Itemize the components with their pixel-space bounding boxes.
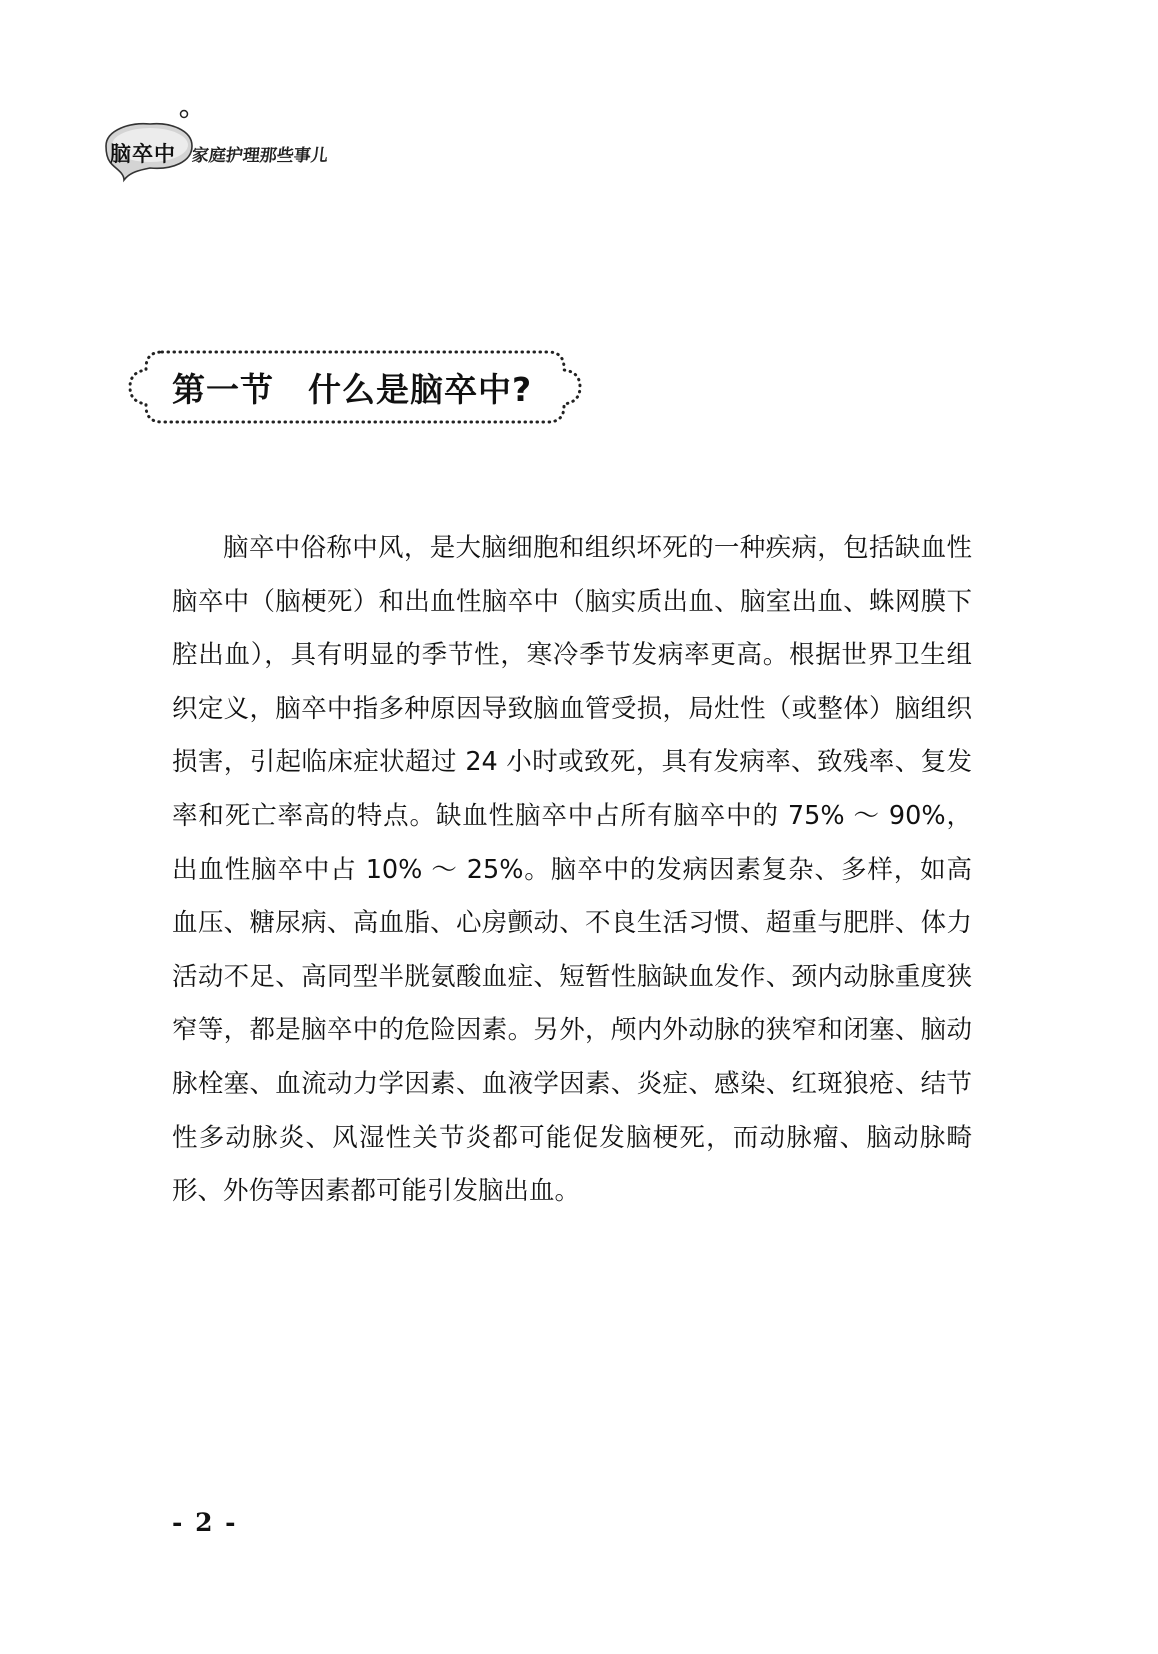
section-label: 第一节 [172,370,274,409]
section-heading-box [122,342,588,432]
logo-subtitle: 家庭护理那些事儿 [190,146,329,166]
body-paragraph: 脑卒中俗称中风，是大脑细胞和组织坏死的一种疾病，包括缺血性脑卒中（脑梗死）和出血性脑卒中（脑实质出血、脑室出血、蛛网膜下腔出血），具有明显的季节性，寒冷季节发病率更高。根据世界卫生组织定义，脑卒中指多种原因导致脑血管受损，局灶性（或整体）脑组织损害，引起临床症状超过 24 小时或致死，具有发病率、致残率、复发率和死亡率高的特点。缺血性脑卒中占所有脑卒中的 75% ～ 90%，出血性脑卒中占 10% ～ 25%。脑卒中的发病因素复杂、多样，如高血压、糖尿病、高血脂、心房颤动、不良生活习惯、超重与肥胖、体力活动不足、高同型半胱氨酸血症、短暂性脑缺血发作、颈内动脉重度狭窄等，都是脑卒中的危险因素。另外，颅内外动脉的狭窄和闭塞、脑动脉栓塞、血流动力学因素、血液学因素、炎症、感染、红斑狼疮、结节性多动脉炎、风湿性关节炎都可能促发脑梗死，而动脉瘤、脑动脉畸形、外伤等因素都可能引发脑出血。 [172,533,972,1207]
header-logo [100,108,380,198]
logo-title: 脑卒中 [110,142,176,166]
page-number: - 2 - [172,1508,238,1537]
section-title [172,364,532,411]
section-heading: 什么是脑卒中? [308,370,533,409]
